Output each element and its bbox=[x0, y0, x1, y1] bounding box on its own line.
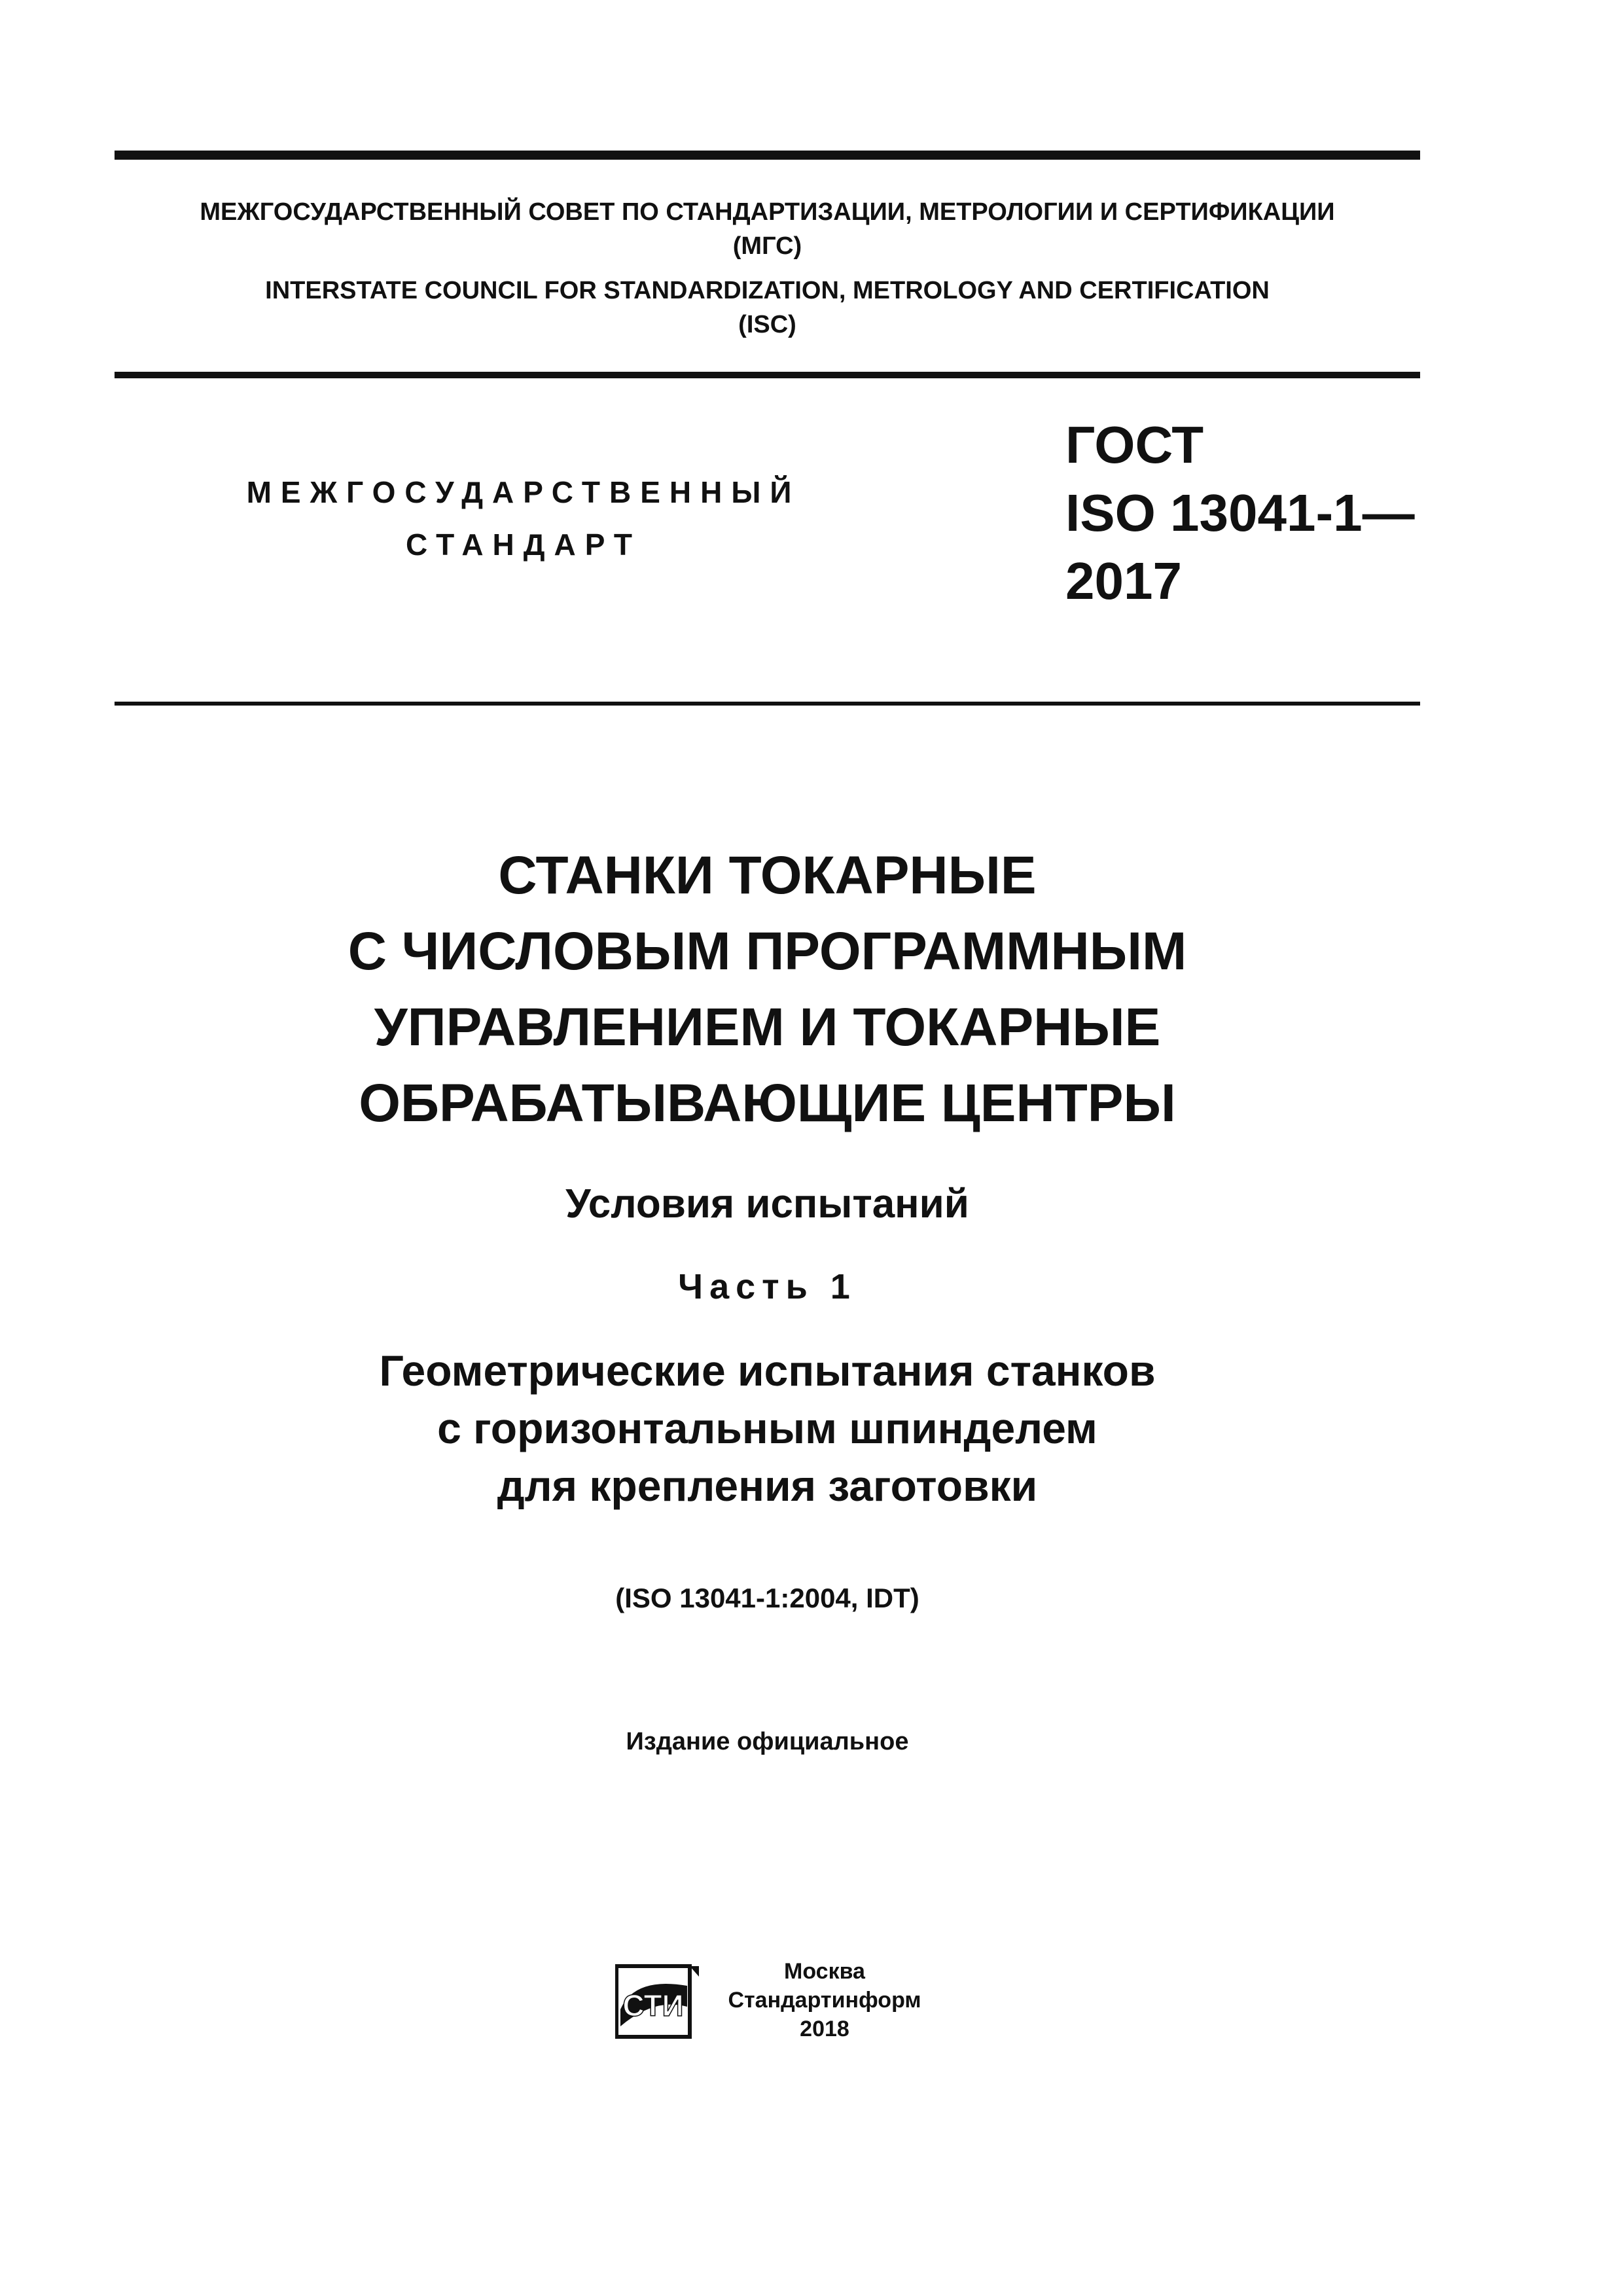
top-rule bbox=[115, 151, 1420, 160]
designation-line1: ГОСТ bbox=[1065, 416, 1204, 474]
document-subtitle: Условия испытаний bbox=[565, 1181, 969, 1227]
document-title bbox=[115, 838, 1420, 1141]
part-number: Часть 1 bbox=[678, 1267, 857, 1306]
edition-note: Издание официальное bbox=[626, 1728, 909, 1755]
designation-line2: ISO 13041-1— bbox=[1065, 484, 1415, 542]
standartinform-logo bbox=[615, 1964, 700, 2042]
standard-designation bbox=[1065, 411, 1415, 615]
council-block bbox=[115, 195, 1420, 342]
title-line3: УПРАВЛЕНИЕМ И ТОКАРНЫЕ bbox=[374, 997, 1161, 1057]
part-title bbox=[115, 1342, 1420, 1515]
publisher-block bbox=[726, 1957, 923, 2043]
title-line2: С ЧИСЛОВЫМ ПРОГРАММНЫМ bbox=[348, 922, 1187, 981]
iso-reference: (ISO 13041-1:2004, IDT) bbox=[615, 1583, 919, 1613]
council-en-name: INTERSTATE COUNCIL FOR STANDARDIZATION, METROLOGY AND CERTIFICATION bbox=[265, 277, 1270, 304]
part-title-line2: с горизонтальным шпинделем bbox=[437, 1404, 1097, 1452]
logo-lettering: СТИ bbox=[622, 1988, 684, 2022]
standard-kind bbox=[196, 466, 851, 571]
standartinform-logo-icon bbox=[615, 1964, 700, 2042]
part-title-line1: Геометрические испытания станков bbox=[379, 1346, 1156, 1395]
publisher-city: Москва bbox=[784, 1959, 865, 1984]
council-ru-name: МЕЖГОСУДАРСТВЕННЫЙ СОВЕТ ПО СТАНДАРТИЗАЦИИ, МЕТРОЛОГИИ И СЕРТИФИКАЦИИ bbox=[200, 198, 1335, 226]
council-en-abbr: (ISC) bbox=[738, 311, 796, 338]
title-line4: ОБРАБАТЫВАЮЩИЕ ЦЕНТРЫ bbox=[359, 1073, 1176, 1133]
designation-line3: 2017 bbox=[1065, 552, 1182, 610]
title-line1: СТАНКИ ТОКАРНЫЕ bbox=[498, 846, 1037, 905]
publisher-name: Стандартинформ bbox=[728, 1988, 921, 2013]
header-bottom-rule bbox=[115, 702, 1420, 706]
publisher-year: 2018 bbox=[800, 2017, 849, 2041]
part-title-line3: для крепления заготовки bbox=[497, 1462, 1038, 1510]
standard-kind-line2: СТАНДАРТ bbox=[406, 528, 641, 562]
standard-kind-line1: МЕЖГОСУДАРСТВЕННЫЙ bbox=[246, 475, 801, 509]
council-rule bbox=[115, 372, 1420, 378]
council-ru-abbr: (МГС) bbox=[732, 232, 802, 260]
